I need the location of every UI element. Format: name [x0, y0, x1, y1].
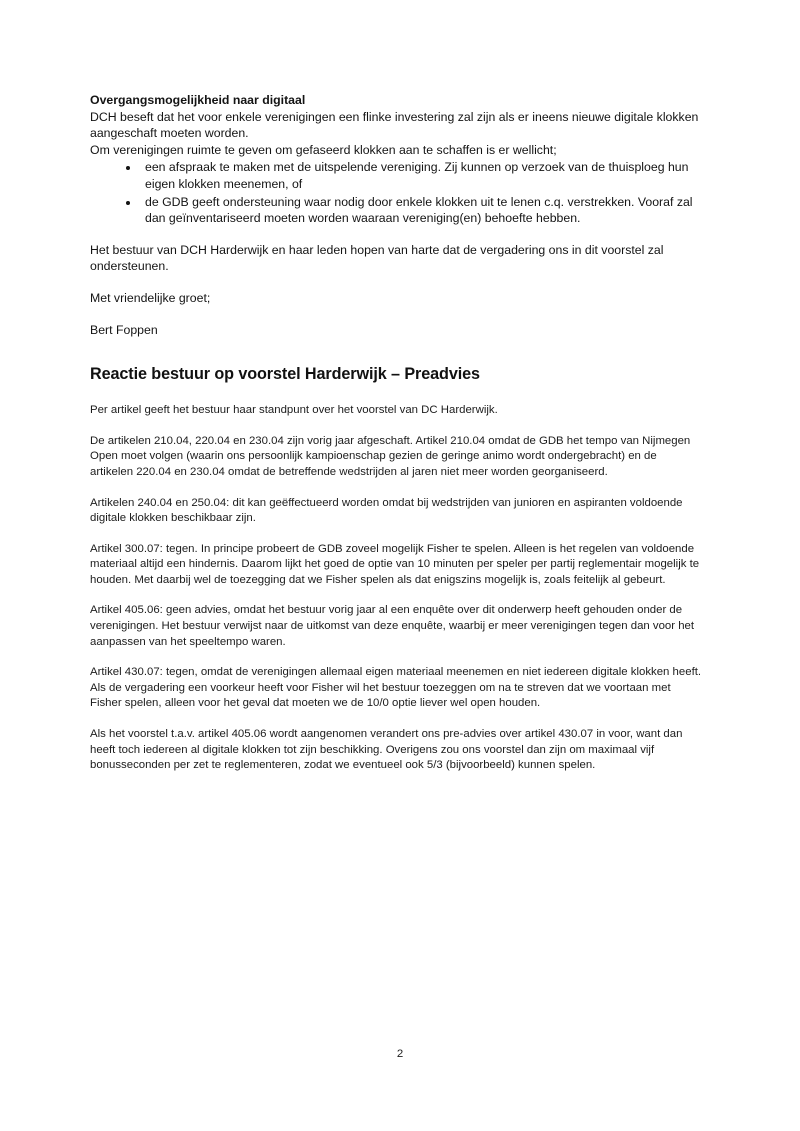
top-section — [90, 92, 702, 338]
paragraph-artikel-405-06: Artikel 405.06: geen advies, omdat het bestuur vorig jaar al een enquête over dit onderwerp heeft gehouden onder de verenigingen. Het bestuur verwijst naar de uitkomst van deze enquête, waarbij er meer verenigingen tegen dan voor het aanpassen van het speeltempo waren. — [90, 604, 695, 648]
page-number: 2 — [396, 1048, 404, 1060]
signature-name: Bert Foppen — [90, 322, 158, 337]
paragraph-artikel-430-07: Artikel 430.07: tegen, omdat de verenigingen allemaal eigen materiaal meenemen en niet iedereen digitale klokken heeft. Als de vergadering een voorkeur heeft voor Fisher wil het bestuur toezeggen om na te streven dat we voortaan met Fisher spelen, alleen voor het geval dat moeten we de 10/0 optie liever wel open houden. — [90, 666, 702, 710]
paragraph-investering: DCH beseft dat het voor enkele verenigingen een flinke investering zal zijn als er ineens nieuwe digitale klokken aangeschaft moeten worden. — [90, 109, 699, 141]
closing-greeting: Met vriendelijke groet; — [90, 290, 211, 305]
bullet-list — [90, 159, 702, 226]
paragraph-conclusie: Als het voorstel t.a.v. artikel 405.06 wordt aangenomen verandert ons pre-advies over artikel 430.07 in voor, want dan heeft toch iedereen al digitale klokken tot zijn beschikking. Overigens zou ons voorstel dan zijn om maximaal vijf bonusseconden per zet te reglementeren, zodat we eventueel ook 5/3 (bijvoorbeeld) kunnen spelen. — [90, 728, 683, 772]
page-content — [90, 92, 702, 774]
preadvies-section — [90, 403, 702, 774]
paragraph-artikel-300-07: Artikel 300.07: tegen. In principe probeert de GDB zoveel mogelijk Fisher te spelen. Alleen is het regelen van voldoende materiaal altijd een hindernis. Daarom lijkt het goed de optie van 10 minuten per speler per partij reglementair mogelijk te houden. Met daarbij wel de toezegging dat we Fisher spelen als dat enigszins mogelijk is, zoals feitelijk al gebeurt. — [90, 542, 700, 586]
page-title: Reactie bestuur op voorstel Harderwijk – Preadvies — [90, 365, 480, 384]
paragraph-intro: Per artikel geeft het bestuur haar standpunt over het voorstel van DC Harderwijk. — [90, 404, 498, 417]
list-item: de GDB geeft ondersteuning waar nodig door enkele klokken uit te lenen c.q. verstrekken. Vooraf zal dan geïnventariseerd moeten worden waaraan vereniging(en) behoefte hebben. — [90, 194, 702, 227]
paragraph-artikel-210-220-230: De artikelen 210.04, 220.04 en 230.04 zijn vorig jaar afgeschaft. Artikel 210.04 omdat de GDB het tempo van Nijmegen Open moet volgen (waarin ons persoonlijk kampioenschap gezien de geringe animo wordt ondergebracht) en de artikelen 220.04 en 230.04 omdat de betreffende wedstrijden al jaren niet meer worden georganiseerd. — [90, 434, 691, 478]
list-item: een afspraak te maken met de uitspelende vereniging. Zij kunnen op verzoek van de thuisploeg hun eigen klokken meenemen, of — [90, 159, 702, 192]
paragraph-bestuur-hoop: Het bestuur van DCH Harderwijk en haar leden hopen van harte dat de vergadering ons in dit voorstel zal ondersteunen. — [90, 242, 664, 274]
section-subheading: Overgangsmogelijkheid naar digitaal — [90, 93, 306, 107]
paragraph-gefaseerd: Om verenigingen ruimte te geven om gefaseerd klokken aan te schaffen is er wellicht; — [90, 142, 557, 157]
paragraph-artikel-240-250: Artikelen 240.04 en 250.04: dit kan geëffectueerd worden omdat bij wedstrijden van junioren en aspiranten voldoende digitale klokken beschikbaar zijn. — [90, 496, 683, 525]
